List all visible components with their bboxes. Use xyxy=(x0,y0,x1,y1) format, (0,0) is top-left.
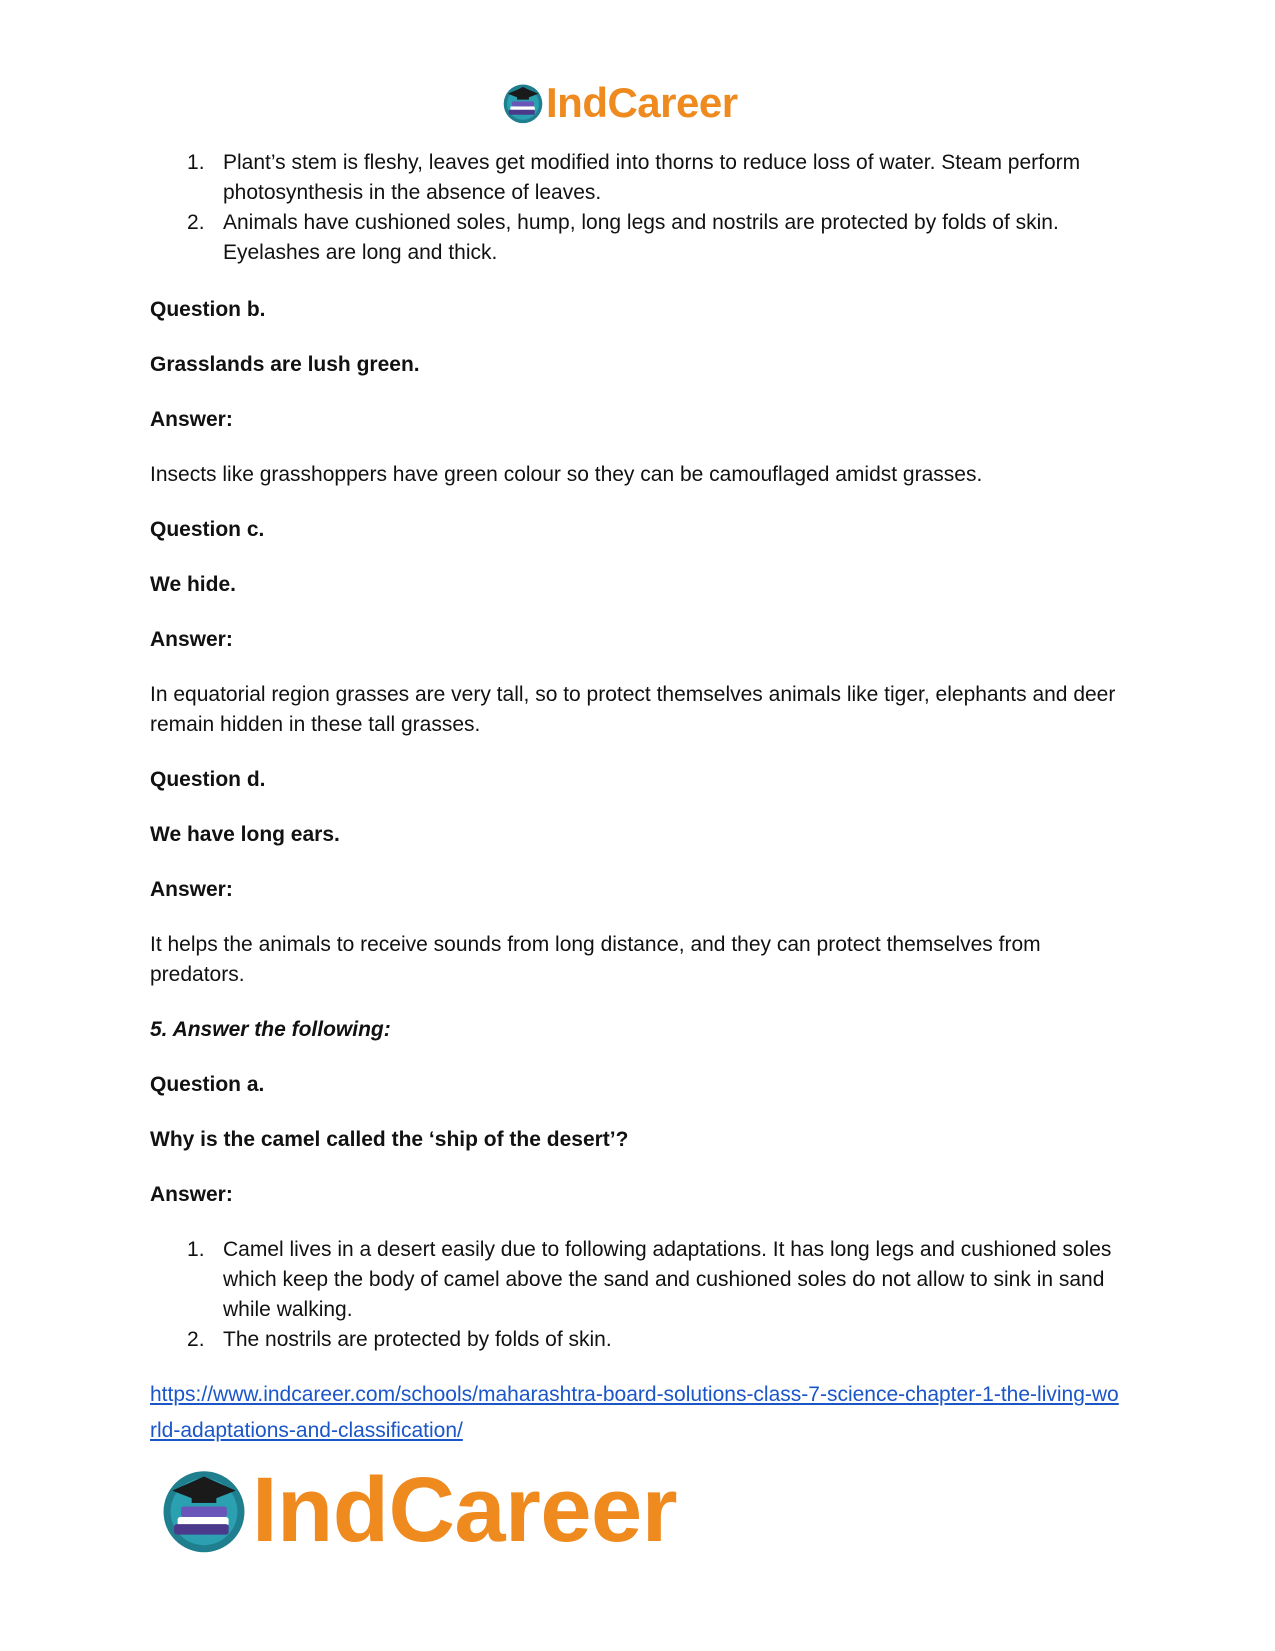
answer-label: Answer: xyxy=(150,408,233,431)
answer-label: Answer: xyxy=(150,1183,233,1206)
answer-text: It helps the animals to receive sounds from long distance, and they can protect themselves from predators. xyxy=(150,933,1041,986)
section-heading: 5. Answer the following: xyxy=(150,1018,391,1041)
document-body xyxy=(150,148,1130,1449)
question-label: Question b. xyxy=(150,298,266,321)
question-statement: We have long ears. xyxy=(150,823,340,846)
answer-label: Answer: xyxy=(150,628,233,651)
logo-text: IndCareer xyxy=(252,1459,677,1561)
indcareer-logo-top xyxy=(502,80,738,126)
question-label: Question a. xyxy=(150,1073,265,1096)
list-item: Camel lives in a desert easily due to following adaptations. It has long legs and cushioned soles which keep the body of camel above the sand and cushioned soles do not allow to sink in sand while walking. xyxy=(223,1238,1112,1321)
question-label: Question d. xyxy=(150,768,266,791)
answer-text: Insects like grasshoppers have green colour so they can be camouflaged amidst grasses. xyxy=(150,463,983,486)
graduation-books-icon xyxy=(160,1466,248,1554)
list-item: Animals have cushioned soles, hump, long legs and nostrils are protected by folds of skin. Eyelashes are long and thick. xyxy=(223,211,1059,264)
answer-text: In equatorial region grasses are very tall, so to protect themselves animals like tiger, elephants and deer remain hidden in these tall grasses. xyxy=(150,683,1116,736)
question-label: Question c. xyxy=(150,518,265,541)
list-item: The nostrils are protected by folds of skin. xyxy=(223,1328,612,1351)
source-link[interactable]: https://www.indcareer.com/schools/maharashtra-board-solutions-class-7-science-chapter-1-the-living-world-adaptations-and-classification/ xyxy=(150,1383,1119,1442)
camel-answer-list xyxy=(150,1235,1130,1355)
list-item: Plant’s stem is fleshy, leaves get modified into thorns to reduce loss of water. Steam perform photosynthesis in the absence of leaves. xyxy=(223,151,1081,204)
logo-text: IndCareer xyxy=(546,79,738,126)
answer-label: Answer: xyxy=(150,878,233,901)
top-answer-list xyxy=(150,148,1130,268)
indcareer-logo-bottom xyxy=(160,1460,677,1560)
question-statement: We hide. xyxy=(150,573,236,596)
question-statement: Why is the camel called the ‘ship of the desert’? xyxy=(150,1128,629,1151)
graduation-books-icon xyxy=(502,82,544,124)
question-statement: Grasslands are lush green. xyxy=(150,353,420,376)
